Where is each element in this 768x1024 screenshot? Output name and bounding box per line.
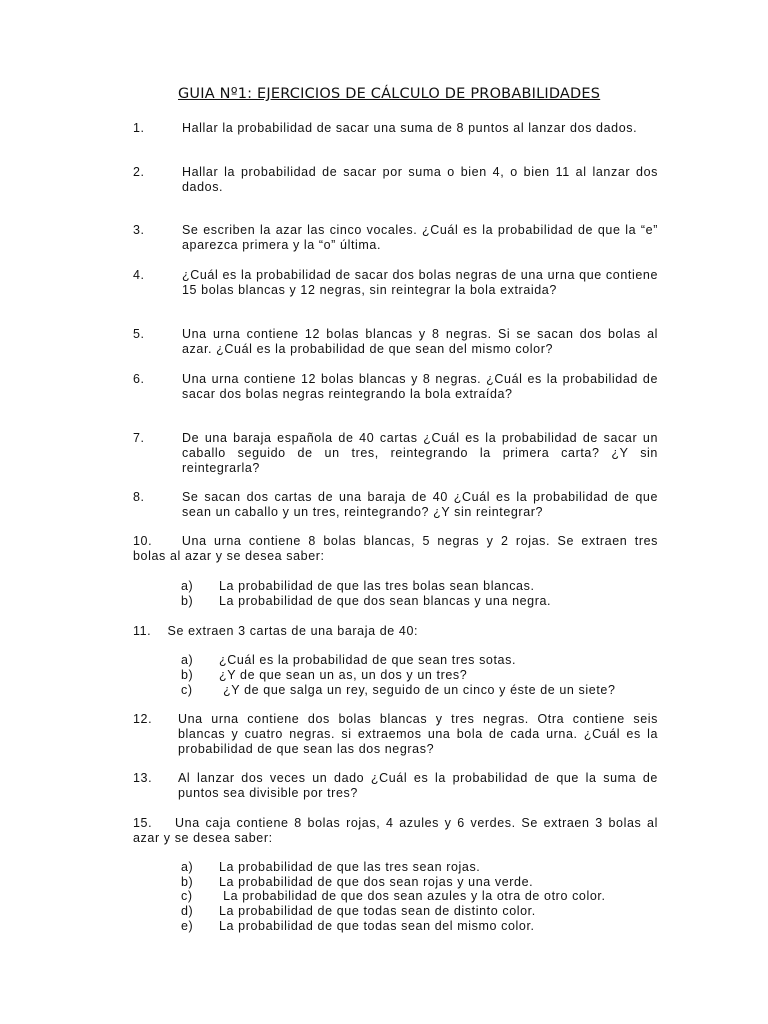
exercise-10-lead: 10. Una urna contiene 8 bolas blancas, 5 negras y 2 rojas. Se extraen tres [133, 534, 658, 548]
exercise-number: 1. [133, 121, 145, 135]
exercise-1 [133, 121, 658, 136]
exercise-number: 8. [133, 490, 145, 504]
option-text: ¿Cuál es la probabilidad de que sean tres sotas. [219, 653, 517, 667]
option-letter: b) [181, 875, 194, 889]
exercise-number: 6. [133, 372, 145, 386]
exercise-text: Se escriben la azar las cinco vocales. ¿Cuál es la probabilidad de que la “e” aparezca primera y la “o” última. [182, 223, 658, 252]
exercise-11-lead: 11. Se extraen 3 cartas de una baraja de 40: [133, 624, 419, 638]
exercise-6 [133, 372, 658, 402]
exercise-7 [133, 431, 658, 476]
exercise-number: 3. [133, 223, 145, 237]
exercise-number: 7. [133, 431, 145, 445]
option-letter: c) [181, 889, 193, 903]
exercise-number: 4. [133, 268, 145, 282]
exercise-text: Al lanzar dos veces un dado ¿Cuál es la probabilidad de que la suma de puntos sea divisible por tres? [178, 771, 658, 800]
exercise-text: Una urna contiene dos bolas blancas y tres negras. Otra contiene seis blancas y cuatro negras. si extraemos una bola de cada urna. ¿Cuál es la probabilidad de que sean las dos negras? [178, 712, 658, 756]
option-text: La probabilidad de que las tres bolas sean blancas. [219, 579, 535, 593]
exercise-8 [133, 490, 658, 520]
exercise-5 [133, 327, 658, 357]
option-text: La probabilidad de que todas sean del mismo color. [219, 919, 535, 933]
option-text: La probabilidad de que dos sean blancas y una negra. [219, 594, 552, 608]
exercise-10 [133, 534, 658, 564]
exercise-text: Se sacan dos cartas de una baraja de 40 ¿Cuál es la probabilidad de que sean un caballo y un tres, reintegrando? ¿Y sin reintegrar? [182, 490, 658, 519]
option-text: La probabilidad de que dos sean rojas y una verde. [219, 875, 534, 889]
exercise-text: ¿Cuál es la probabilidad de sacar dos bolas negras de una urna que contiene 15 bolas blancas y 12 negras, sin reintegrar la bola extraida? [182, 268, 658, 297]
option-letter: a) [181, 860, 194, 874]
option-letter: c) [181, 683, 193, 697]
option-text: ¿Y de que sean un as, un dos y un tres? [219, 668, 468, 682]
exercise-text: De una baraja española de 40 cartas ¿Cuál es la probabilidad de sacar un caballo seguido de un tres, reintegrando la primera carta? ¿Y sin reintegrarla? [182, 431, 658, 475]
option-letter: a) [181, 579, 194, 593]
exercise-text: Hallar la probabilidad de sacar por suma o bien 4, o bien 11 al lanzar dos dados. [182, 165, 658, 194]
option-text: La probabilidad de que las tres sean rojas. [219, 860, 481, 874]
document-title: GUIA Nº1: EJERCICIOS DE CÁLCULO DE PROBABILIDADES [178, 86, 601, 102]
exercise-number: 2. [133, 165, 145, 179]
exercise-text: Hallar la probabilidad de sacar una suma de 8 puntos al lanzar dos dados. [182, 121, 638, 135]
option-text: La probabilidad de que todas sean de distinto color. [219, 904, 536, 918]
exercise-text: Una urna contiene 12 bolas blancas y 8 negras. ¿Cuál es la probabilidad de sacar dos bolas negras reintegrando la bola extraída? [182, 372, 658, 401]
option-letter: a) [181, 653, 194, 667]
option-letter: b) [181, 594, 194, 608]
option-letter: e) [181, 919, 194, 933]
exercise-3 [133, 223, 658, 253]
exercise-text: Una urna contiene 12 bolas blancas y 8 negras. Si se sacan dos bolas al azar. ¿Cuál es la probabilidad de que sean del mismo color? [182, 327, 658, 356]
option-letter: b) [181, 668, 194, 682]
exercise-15 [133, 816, 658, 846]
exercise-12 [133, 712, 658, 757]
option-text: ¿Y de que salga un rey, seguido de un cinco y éste de un siete? [219, 683, 616, 697]
exercise-10-continuation: bolas al azar y se desea saber: [133, 549, 325, 563]
exercise-2 [133, 165, 658, 195]
option-letter: d) [181, 904, 194, 918]
option-text: La probabilidad de que dos sean azules y la otra de otro color. [219, 889, 606, 903]
exercise-number: 5. [133, 327, 145, 341]
exercise-number: 12. [133, 712, 153, 726]
exercise-15-continuation: azar y se desea saber: [133, 831, 273, 845]
exercise-4 [133, 268, 658, 298]
exercise-13 [133, 771, 658, 801]
exercise-15-lead: 15. Una caja contiene 8 bolas rojas, 4 azules y 6 verdes. Se extraen 3 bolas al [133, 816, 658, 830]
exercise-number: 13. [133, 771, 153, 785]
